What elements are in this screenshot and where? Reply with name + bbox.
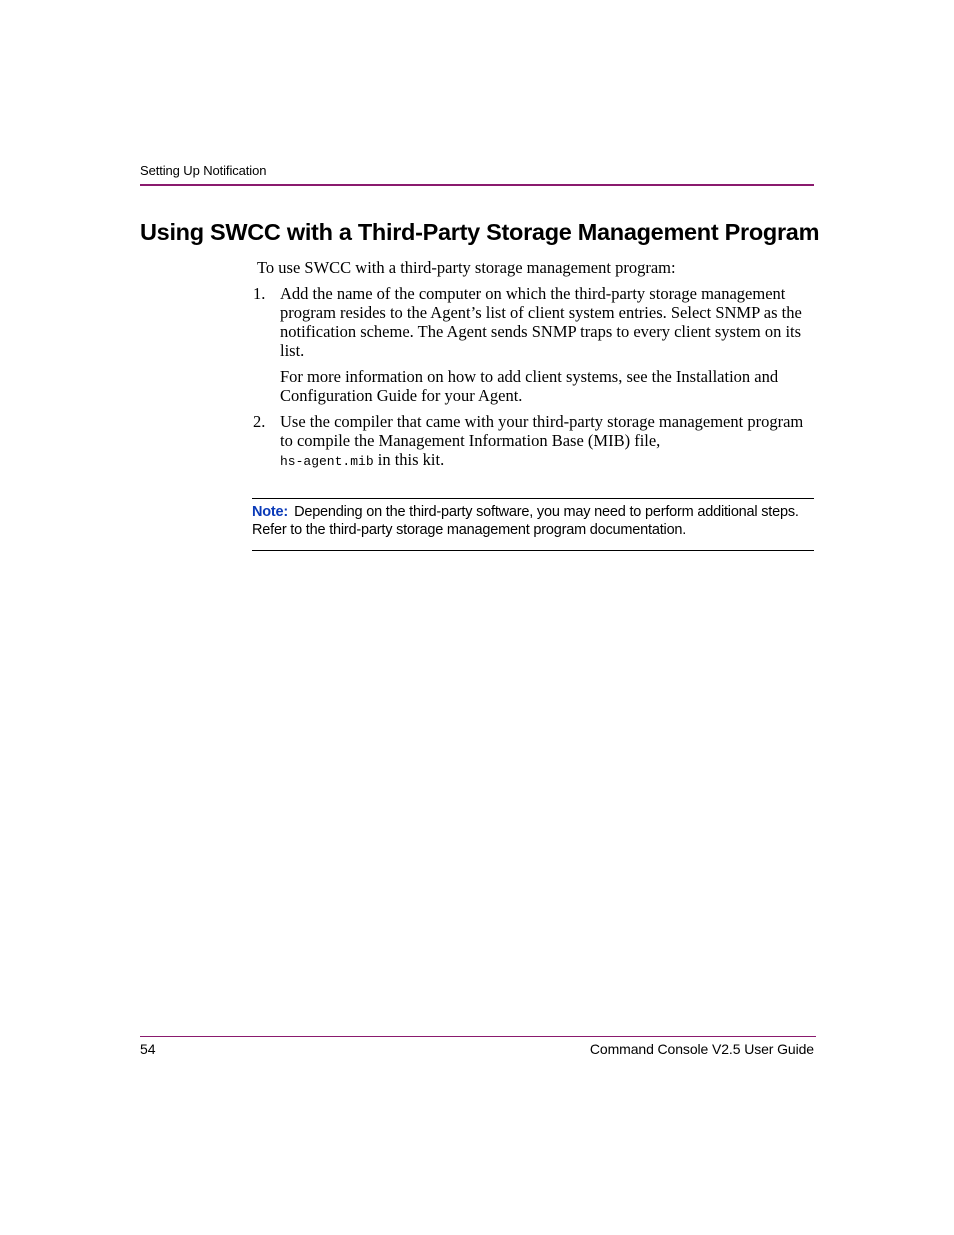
note-top-rule (252, 498, 814, 499)
step-2-text: Use the compiler that came with your third-party storage management program to compile the Management Information Base (MIB) file, (280, 412, 804, 450)
step-2-text-after: in this kit. (373, 450, 445, 469)
step-1-additional-info: For more information on how to add client systems, see the Installation and Configuration Guide for your Agent. (280, 367, 779, 405)
step-2-body (280, 412, 812, 471)
note-box (252, 503, 814, 539)
page-number: 54 (140, 1041, 156, 1057)
step-2-number: 2. (253, 412, 266, 431)
section-title: Using SWCC with a Third-Party Storage Management Program (140, 219, 820, 245)
step-1-number: 1. (253, 284, 266, 303)
document-title: Command Console V2.5 User Guide (589, 1041, 814, 1057)
footer-rule (140, 1036, 816, 1037)
intro-paragraph: To use SWCC with a third-party storage management program: (257, 258, 676, 277)
step-1-text: Add the name of the computer on which the third-party storage management program resides to the Agent’s list of client system entries. Select SNMP as the notification scheme. The Agent sends SNMP traps to every client system on its list. (280, 284, 802, 360)
note-bottom-rule (252, 550, 814, 551)
note-text: Depending on the third-party software, you may need to perform additional steps. Refer to the third-party storage management program documentation. (252, 504, 799, 538)
header-rule (140, 184, 814, 186)
running-header: Setting Up Notification (140, 163, 267, 178)
note-label: Note: (252, 504, 289, 520)
mib-filename: hs-agent.mib (280, 454, 374, 469)
